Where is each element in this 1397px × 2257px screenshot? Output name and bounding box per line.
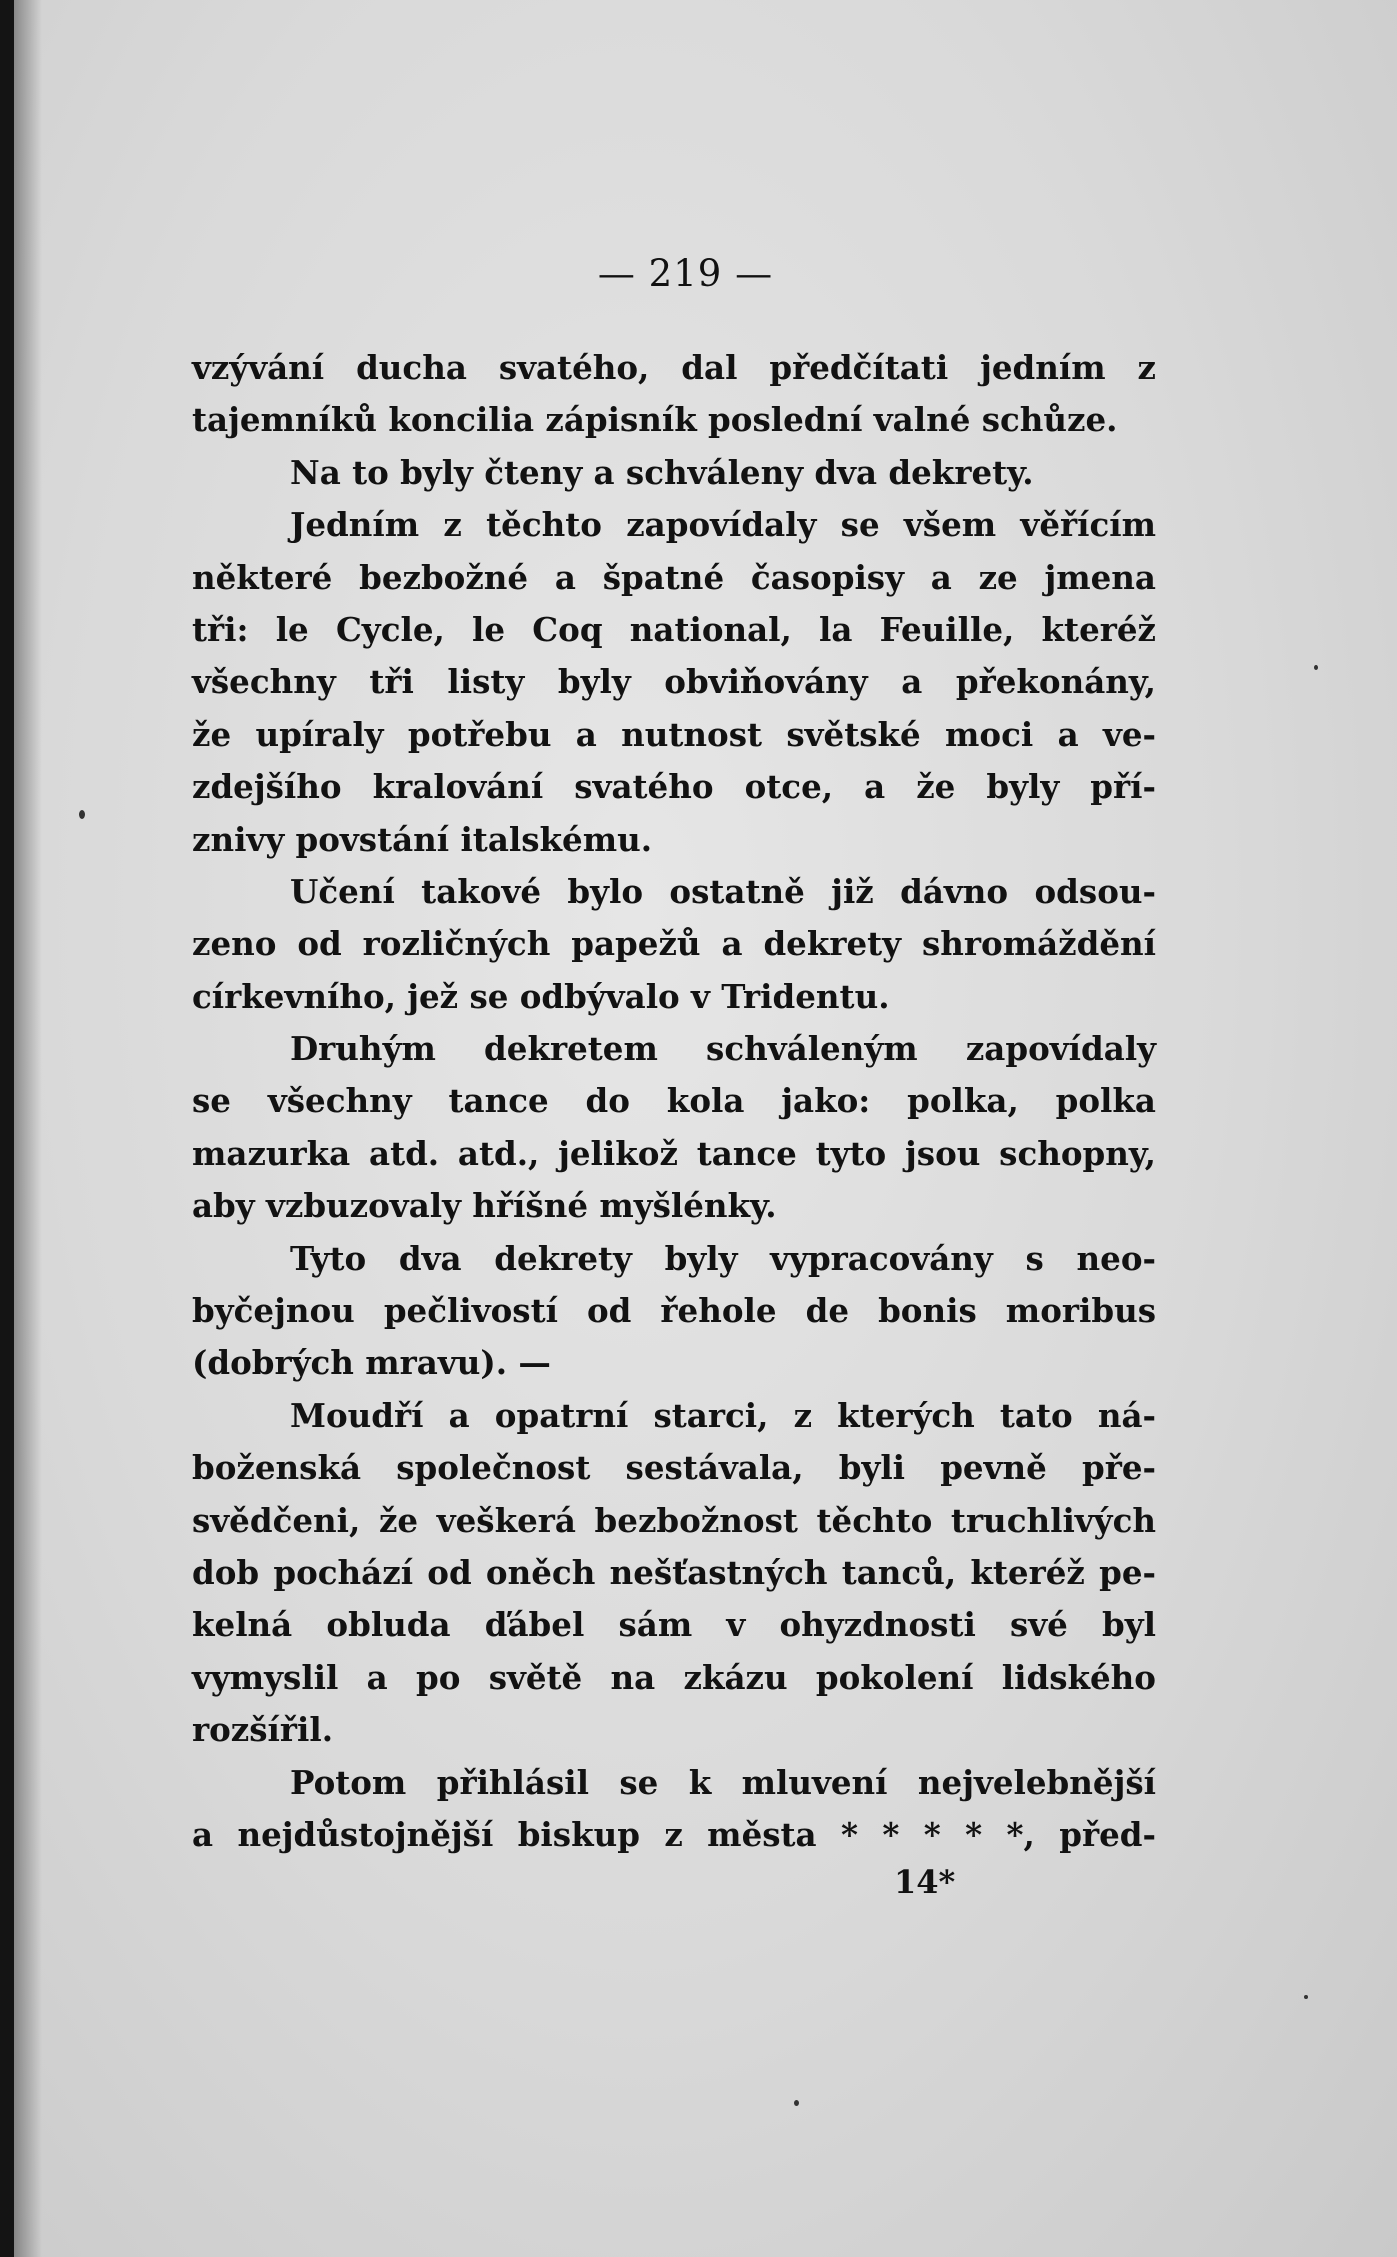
text-line: mazurka atd. atd., jelikož tance tyto jsou schopny, — [192, 1133, 1156, 1173]
text-line: (dobrých mravu). — — [192, 1343, 551, 1383]
text-line: vymyslil a po světě na zkázu pokolení lidského — [192, 1657, 1156, 1697]
text-line: kelná obluda ďábel sám v ohyzdnosti své byl — [192, 1605, 1156, 1645]
text-line: byčejnou pečlivostí od řehole de bonis moribus — [192, 1291, 1156, 1331]
body-text — [192, 342, 1156, 1861]
text-line: vzývání ducha svatého, dal předčítati jedním z — [192, 348, 1156, 387]
paper-speck — [79, 810, 85, 819]
paper-speck — [794, 2100, 799, 2106]
text-line: tři: le Cycle, le Coq national, la Feuille, kteréž — [192, 609, 1156, 649]
paper-speck — [1314, 665, 1318, 670]
text-line: Moudří a opatrní starci, z kterých tato ná- — [290, 1395, 1156, 1435]
text-line: a nejdůstojnější biskup z města * * * * *, před- — [192, 1814, 1156, 1854]
text-line: zdejšího kralování svatého otce, a že byly pří- — [192, 767, 1156, 807]
printer-signature-mark: 14* — [894, 1863, 956, 1901]
page-number: — 219 — — [597, 252, 774, 295]
book-page — [14, 0, 1397, 2257]
page-gutter-shadow — [14, 0, 42, 2257]
text-line: Na to byly čteny a schváleny dva dekrety. — [290, 452, 1034, 492]
paper-speck — [1304, 1995, 1308, 1999]
text-line: Tyto dva dekrety byly vypracovány s neo- — [290, 1238, 1156, 1278]
text-line: Jedním z těchto zapovídaly se všem věřícím — [290, 505, 1156, 545]
text-line: že upíraly potřebu a nutnost světské moci a ve- — [192, 714, 1156, 754]
text-line: znivy povstání italskému. — [192, 819, 653, 859]
text-line: všechny tři listy byly obviňovány a překonány, — [192, 662, 1156, 702]
text-line: některé bezbožné a špatné časopisy a ze jmena — [192, 557, 1156, 597]
text-line: Potom přihlásil se k mluvení nejvelebnější — [290, 1762, 1156, 1802]
text-line: se všechny tance do kola jako: polka, polka — [192, 1081, 1156, 1121]
text-line: církevního, jež se odbývalo v Tridentu. — [192, 976, 890, 1016]
text-line: boženská společnost sestávala, byli pevně pře- — [192, 1448, 1156, 1488]
text-line: aby vzbuzovaly hříšné myšlénky. — [192, 1186, 777, 1226]
text-line: Druhým dekretem schváleným zapovídaly — [290, 1029, 1156, 1069]
text-line: svědčeni, že veškerá bezbožnost těchto truchlivých — [192, 1500, 1156, 1540]
text-line: rozšířil. — [192, 1710, 334, 1750]
text-line: Učení takové bylo ostatně již dávno odsou- — [290, 871, 1156, 911]
text-line: dob pochází od oněch nešťastných tanců, kteréž pe- — [192, 1552, 1156, 1592]
text-line: zeno od rozličných papežů a dekrety shromáždění — [192, 924, 1156, 964]
text-line: tajemníků koncilia zápisník poslední valné schůze. — [192, 400, 1118, 440]
